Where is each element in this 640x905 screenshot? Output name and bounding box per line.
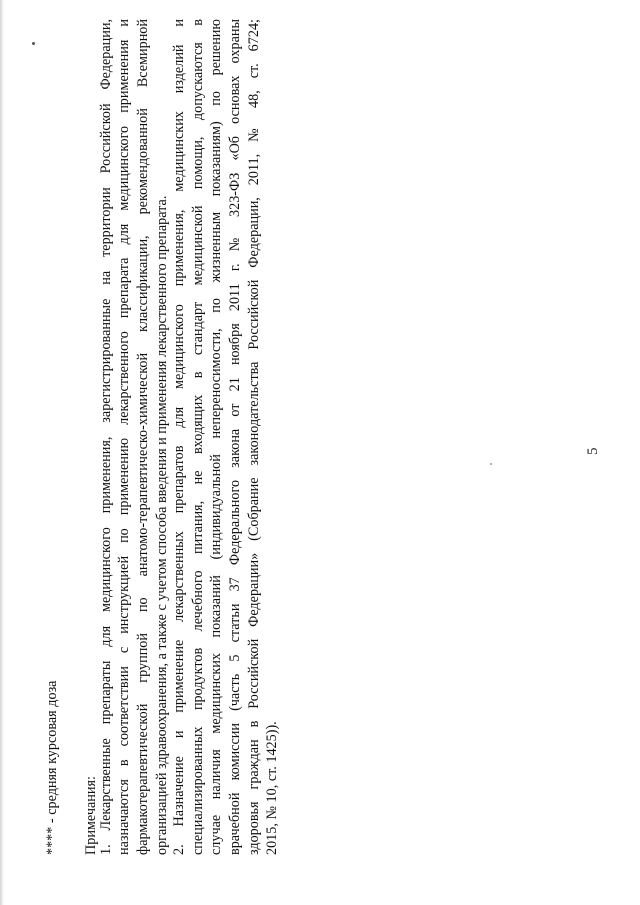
- note-1-line: назначаются в соответствии с инструкцией по применению лекарственного препарата для медицинского применения и: [116, 19, 132, 855]
- note-2-line: случае наличия медицинских показаний (индивидуальной непереносимости, по жизненным показаниям) по решению: [208, 19, 224, 855]
- note-1-line: фармакотерапевтической группой по анатомо-терапевтическо-химической классификации, рекомендованной Всемирной: [135, 19, 151, 855]
- note-2-line: 2015, № 10, ст. 1425)).: [264, 721, 280, 855]
- note-1-line: 1. Лекарственные препараты для медицинского применения, зарегистрированные на территории Российской Федерации,: [98, 19, 114, 855]
- note-1-line: организацией здравоохранения, а также с учетом способа введения и применения лекарственного препарата.: [154, 195, 170, 855]
- notes-heading: Примечания:: [83, 776, 99, 855]
- footnote-text: **** - средняя курсовая доза: [44, 680, 60, 855]
- page-number: 5: [585, 447, 601, 455]
- note-2-line: специализированных продуктов лечебного питания, не входящих в стандарт медицинской помощи, допускаются в: [190, 19, 206, 855]
- note-2-line: здоровья граждан в Российской Федерации» (Собрание законодательства Российской Федерации, 2011, № 48, ст. 6724;: [246, 19, 262, 855]
- rotated-page: [0, 15, 600, 895]
- note-2-line: врачебной комиссии (часть 5 статьи 37 Федерального закона от 21 ноября 2011 г. № 323-ФЗ «Об основах охраны: [227, 19, 243, 855]
- note-2-line: 2. Назначение и применение лекарственных препаратов для медицинского применения, медицинских изделий и: [171, 19, 187, 855]
